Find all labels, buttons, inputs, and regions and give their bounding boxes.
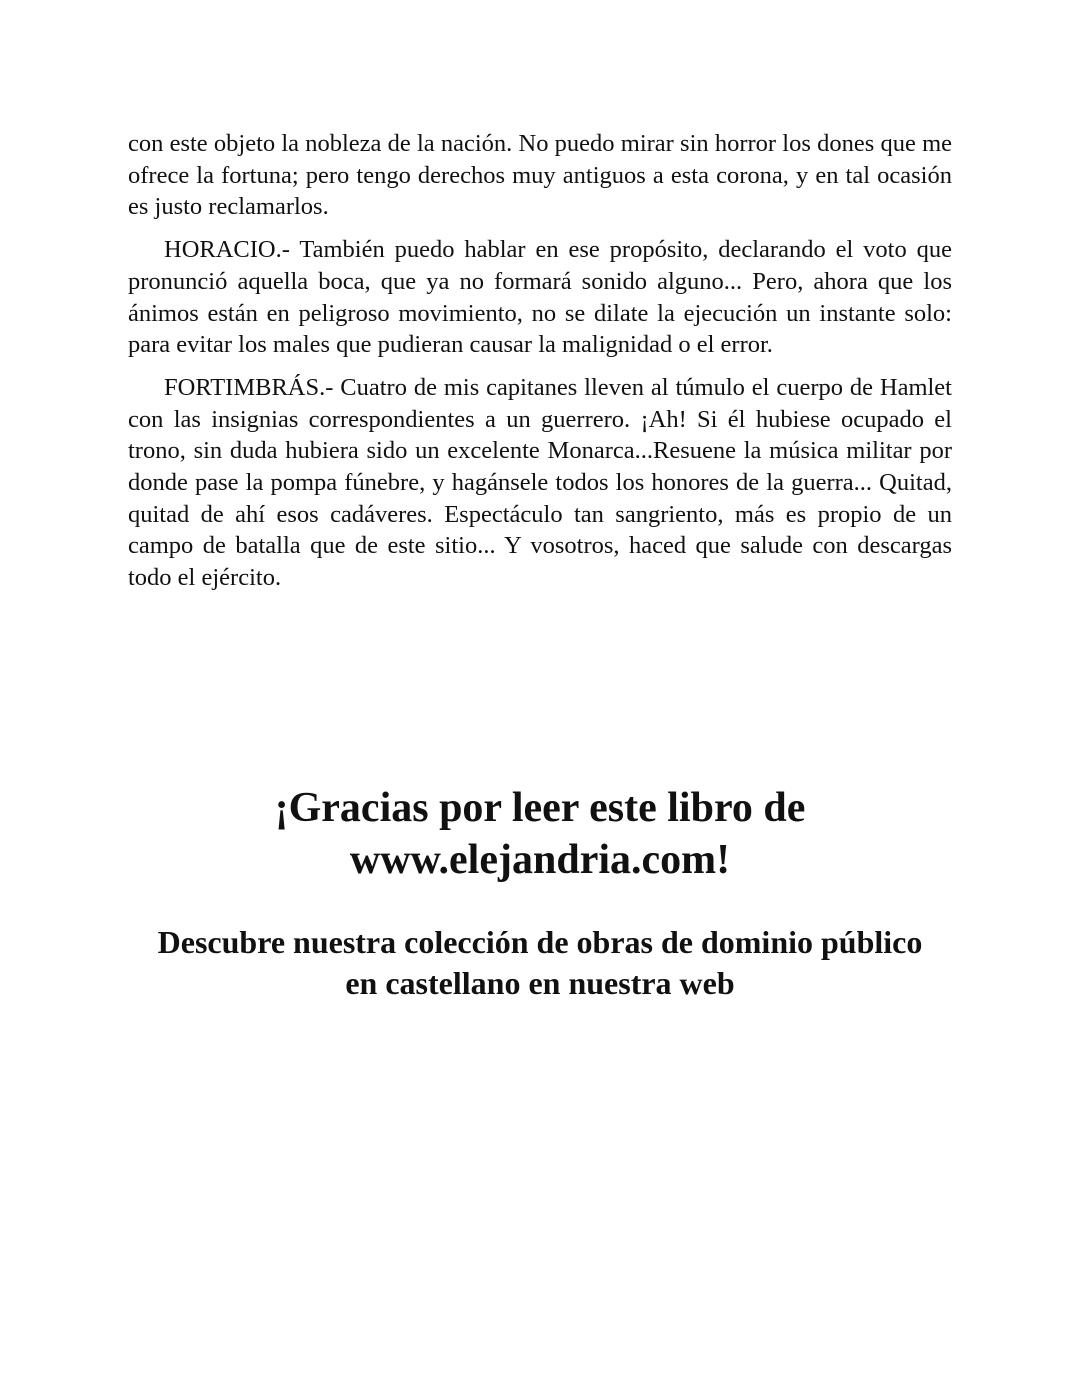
closing-subtitle-line-1: Descubre nuestra colección de obras de dominio público	[157, 924, 923, 960]
closing-title	[100, 782, 980, 886]
paragraph-fortimbras: FORTIMBRÁS.- Cuatro de mis capitanes lleven al túmulo el cuerpo de Hamlet con las insignias correspondientes a un guerrero. ¡Ah! Si él hubiese ocupado el trono, sin duda hubiera sido un excelente Monarca...Resuene la música militar por donde pase la pompa fúnebre, y hagánsele todos los honores de la guerra... Quitad, quitad de ahí esos cadáveres. Espectáculo tan sangriento, más es propio de un campo de batalla que de este sitio... Y vosotros, haced que salude con descargas todo el ejército.	[128, 373, 952, 592]
closing-title-line-2: www.elejandria.com!	[349, 837, 731, 883]
paragraph-continuation: con este objeto la nobleza de la nación. No puedo mirar sin horror los dones que me ofrece la fortuna; pero tengo derechos muy antiguos a esta corona, y en tal ocasión es justo reclamarlos.	[128, 130, 952, 221]
body-text	[128, 128, 952, 605]
closing-title-line-1: ¡Gracias por leer este libro de	[274, 785, 806, 831]
closing-subtitle-line-2: en castellano en nuestra web	[345, 965, 735, 1001]
closing-subtitle	[100, 922, 980, 1004]
paragraph-horacio: HORACIO.- También puedo hablar en ese propósito, declarando el voto que pronunció aquella boca, que ya no formará sonido alguno... Pero, ahora que los ánimos están en peligroso movimiento, no se dilate la ejecución un instante solo: para evitar los males que pudieran causar la malignidad o el error.	[128, 236, 952, 359]
